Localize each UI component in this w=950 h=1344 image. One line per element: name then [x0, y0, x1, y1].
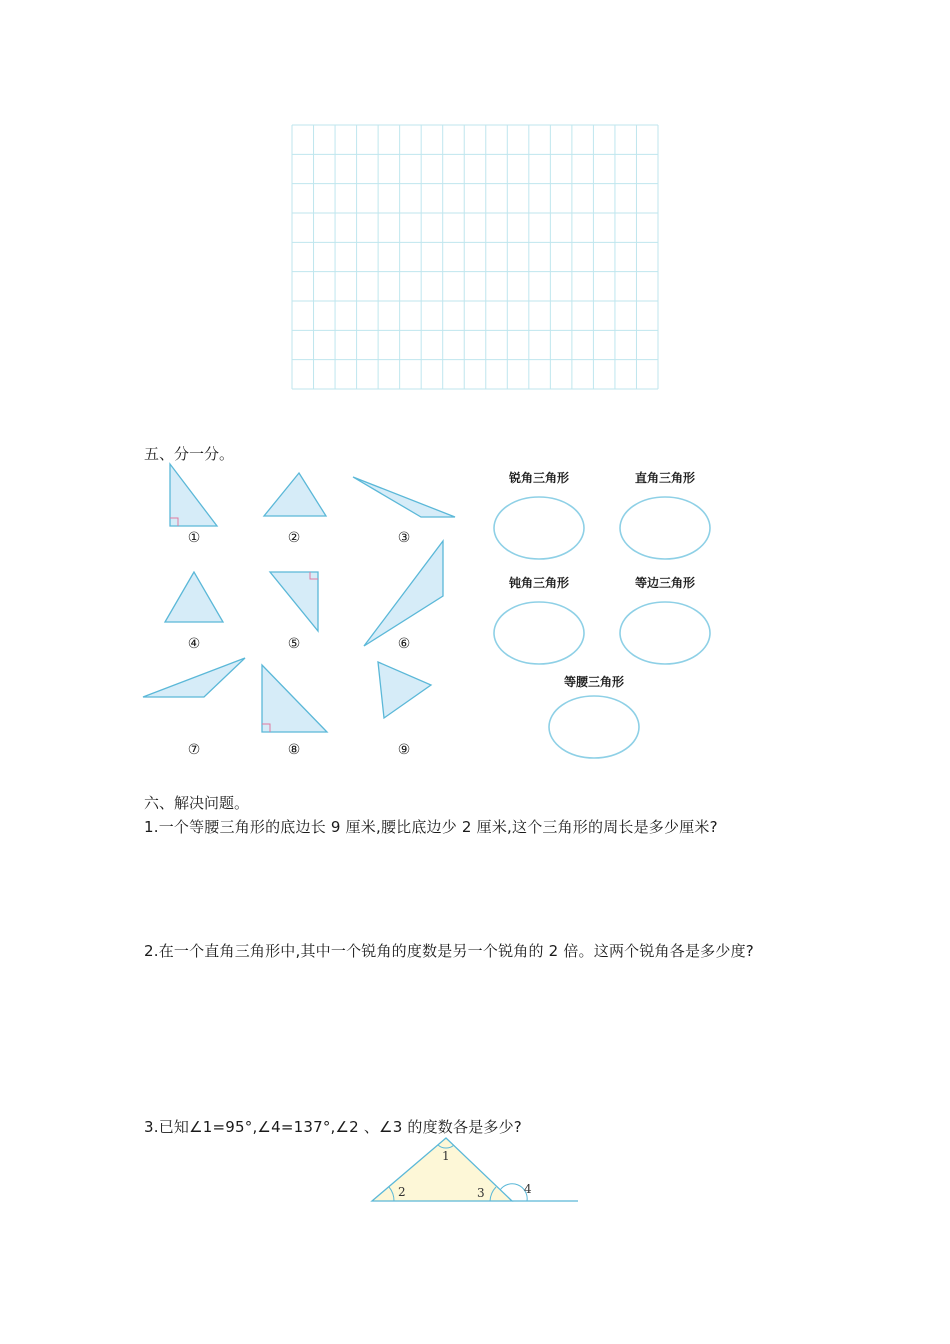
section-6-title: 六、解决问题。	[144, 794, 250, 812]
isosceles-ellipse	[549, 696, 639, 758]
triangle-6	[364, 541, 443, 646]
triangle-3	[353, 477, 455, 517]
triangle-4	[165, 572, 223, 622]
category-obtuse-label: 钝角三角形	[508, 576, 569, 590]
triangle-number-2: ②	[287, 530, 301, 546]
triangle-7	[143, 658, 245, 697]
acute-ellipse	[494, 497, 584, 559]
section-5-title: 五、分一分。	[144, 445, 235, 463]
angle-label-1: 1	[442, 1149, 450, 1163]
angle-figure	[360, 1130, 590, 1210]
triangle-9	[378, 662, 431, 718]
triangle-5	[270, 572, 318, 631]
triangle-number-6: ⑥	[397, 636, 411, 652]
question-1: 1.一个等腰三角形的底边长 9 厘米,腰比底边少 2 厘米,这个三角形的周长是多少厘米?	[144, 818, 718, 836]
right-ellipse	[620, 497, 710, 559]
question-3: 3.已知∠1=95°,∠4=137°,∠2 、∠3 的度数各是多少?	[144, 1118, 522, 1136]
angle-label-4: 4	[524, 1182, 532, 1196]
triangle-8	[262, 665, 327, 732]
triangle-number-9: ⑨	[397, 742, 411, 758]
triangle-number-8: ⑧	[287, 742, 301, 758]
triangle-number-1: ①	[187, 530, 201, 546]
triangle-number-7: ⑦	[187, 742, 201, 758]
triangle-number-4: ④	[187, 636, 201, 652]
category-acute-label: 锐角三角形	[508, 471, 569, 485]
triangle-number-5: ⑤	[287, 636, 301, 652]
angle-label-3: 3	[477, 1186, 485, 1200]
triangle-1	[170, 464, 217, 526]
question-2: 2.在一个直角三角形中,其中一个锐角的度数是另一个锐角的 2 倍。这两个锐角各是多少度?	[144, 942, 754, 960]
category-equilateral-label: 等边三角形	[634, 576, 695, 590]
equilateral-ellipse	[620, 602, 710, 664]
category-right-label: 直角三角形	[634, 471, 695, 485]
angle-label-2: 2	[398, 1185, 406, 1199]
triangle-2	[264, 473, 326, 516]
obtuse-ellipse	[494, 602, 584, 664]
triangle-number-3: ③	[397, 530, 411, 546]
category-isosceles-label: 等腰三角形	[563, 675, 624, 689]
